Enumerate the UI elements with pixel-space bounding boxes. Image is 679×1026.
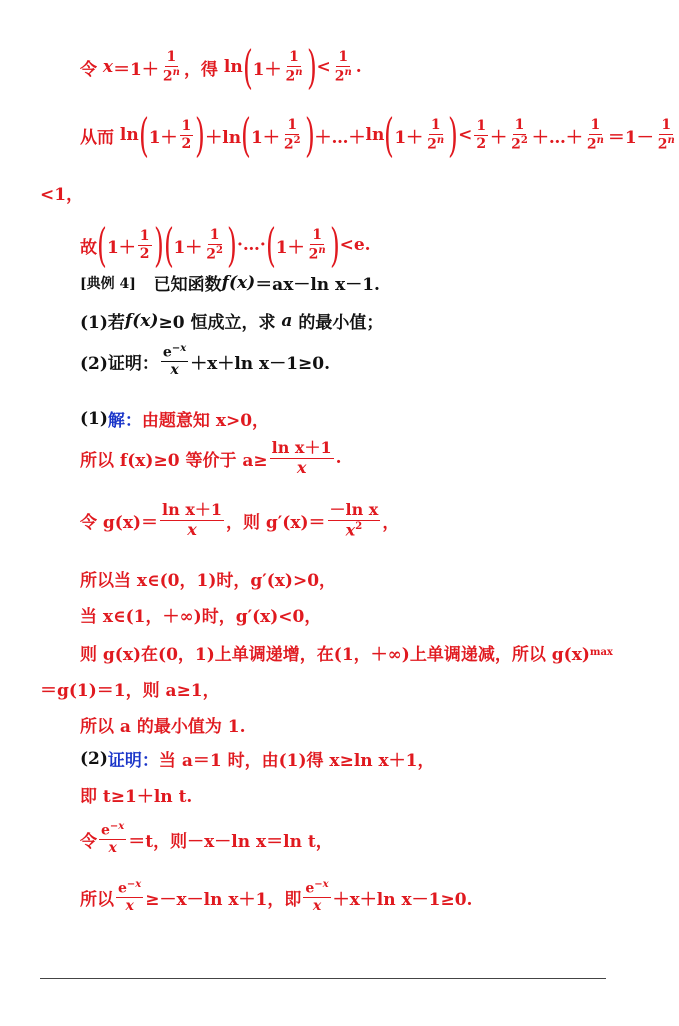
- footer-divider: [40, 978, 606, 979]
- solution-1-max: [40, 676, 220, 701]
- proof-label: 证明：: [107, 751, 159, 771]
- text: ＝g(1)＝1，则 a≥1，: [40, 681, 220, 701]
- solution-1-interval-a: [80, 566, 336, 591]
- text: 令 g(x)＝: [80, 512, 159, 533]
- text: (2): [80, 748, 108, 769]
- text: ＋x＋ln x－1≥0.: [190, 353, 331, 374]
- fraction: $\frac{\text{－ln x}}{x^2}$: [329, 500, 379, 540]
- question-1: [80, 308, 383, 333]
- var-x: x: [102, 57, 114, 77]
- solution-1-equiv: 所以 f(x)≥0 等价于 a≥ $\frac{\text{ln x＋1}}{x}$ .: [80, 438, 342, 477]
- text: 的最小值；: [298, 313, 384, 333]
- text: (1)若: [80, 313, 125, 333]
- text: ·…·: [236, 235, 266, 255]
- paren-group: ( 1＋ $\frac{1}{2^n}$ ): [242, 40, 317, 94]
- text: ＋…＋: [314, 127, 366, 148]
- text: f(x): [124, 310, 159, 331]
- text: (1): [80, 408, 108, 429]
- example-tag: [典例 4]: [80, 275, 136, 292]
- text: <1，: [40, 185, 84, 205]
- text: ≥－x－ln x＋1，即: [145, 889, 302, 910]
- fraction: $\frac{e^{-x}}{x}$: [118, 879, 142, 915]
- text: ，得: [183, 59, 218, 80]
- text: a: [281, 310, 293, 331]
- text: ≥0 恒成立，求: [158, 313, 276, 333]
- text: <: [316, 57, 331, 77]
- question-2: [80, 344, 330, 378]
- fraction: $\frac{e^{-x}}{x}$: [305, 879, 329, 915]
- text: 即 t≥1＋ln t.: [80, 787, 193, 807]
- fraction: $\frac{\text{ln x＋1}}{x}$: [271, 438, 332, 477]
- text: (2)证明：: [80, 353, 159, 374]
- text: 故: [80, 237, 97, 258]
- text: 则 g(x)在(0，1)上单调递增，在(1，＋∞)上单调递减，所以 g(x): [80, 645, 590, 665]
- proof-2-conclusion: [80, 880, 472, 914]
- proof-2-substitute: [80, 822, 333, 856]
- text: 令: [80, 831, 97, 852]
- text: <e.: [339, 235, 371, 255]
- example-heading: [80, 270, 380, 295]
- fraction: $\frac{1}{2^n}$: [334, 48, 352, 85]
- solution-1-monotonic: [80, 640, 613, 665]
- solution-1-start: [80, 406, 269, 431]
- fraction: $\frac{1}{2^n}$: [162, 48, 180, 85]
- text: 所以 f(x)≥0 等价于 a≥: [80, 450, 268, 471]
- text: 已知函数: [153, 275, 222, 295]
- fraction: $\frac{\text{ln x＋1}}{x}$: [162, 500, 222, 539]
- text: ＝1＋: [113, 59, 159, 80]
- fraction: $\frac{e^{-x}}{x}$: [101, 821, 125, 857]
- line-lt-one: [40, 180, 83, 205]
- solution-1-interval-b: [80, 602, 321, 627]
- text: ＋x＋ln x－1≥0.: [332, 889, 473, 910]
- text: ＝t，则－x－ln x＝ln t，: [128, 831, 333, 852]
- fraction: $\frac{e^{-x}}{x}$: [162, 343, 187, 379]
- text: 当 x∈(1，＋∞)时，g′(x)<0，: [80, 607, 322, 627]
- subscript: max: [589, 647, 613, 658]
- proof-2-start: [80, 746, 435, 771]
- solution-1-result: [80, 712, 246, 737]
- line-therefore: 故 ( 1＋ $\frac{1}{2}$ ) ( 1＋ $\frac{1}{2^2}$ ) ·…· ( 1＋ $\frac{1}{2^n}$ ) <e.: [80, 218, 371, 272]
- text: 所以: [80, 889, 114, 910]
- text: ，则 g′(x)＝: [226, 512, 326, 533]
- line-hence: 从而 ln ( 1＋ $\frac{1}{2}$ ) ＋ln ( 1＋ $\frac{1}{2^2}$ ) ＋…＋ ln ( 1＋ $\frac{1}{2^n}$ ) < $\frac{1}{2}$ ＋ $\frac{1}{2^2}$ ＋…＋ $\frac{1}{2^n}$ ＝1－ $\frac{1}{2^n}$: [80, 108, 675, 162]
- text: 从而: [80, 127, 114, 148]
- text: 令: [80, 59, 97, 80]
- text: 由题意知 x>0，: [141, 411, 270, 431]
- solution-label: 解：: [107, 411, 142, 431]
- text: 当 a＝1 时，由(1)得 x≥ln x＋1，: [158, 751, 435, 771]
- text: f(x): [221, 272, 256, 293]
- text: 所以 a 的最小值为 1.: [80, 717, 246, 737]
- text: 所以当 x∈(0，1)时，g′(x)>0，: [80, 571, 337, 591]
- text: ＝ax－ln x－1.: [255, 275, 380, 295]
- line-let-x: 令 x ＝1＋ $\frac{1}{2^n}$ ，得 ln ( 1＋ $\frac{1}{2^n}$ ) < $\frac{1}{2^n}$ .: [80, 40, 362, 94]
- proof-2-step: [80, 782, 192, 807]
- text: ln: [223, 57, 243, 77]
- solution-1-define-g: 令 g(x)＝ $\frac{\text{ln x＋1}}{x}$ ，则 g′(x)＝ $\frac{\text{－ln x}}{x^2}$ ，: [80, 500, 400, 540]
